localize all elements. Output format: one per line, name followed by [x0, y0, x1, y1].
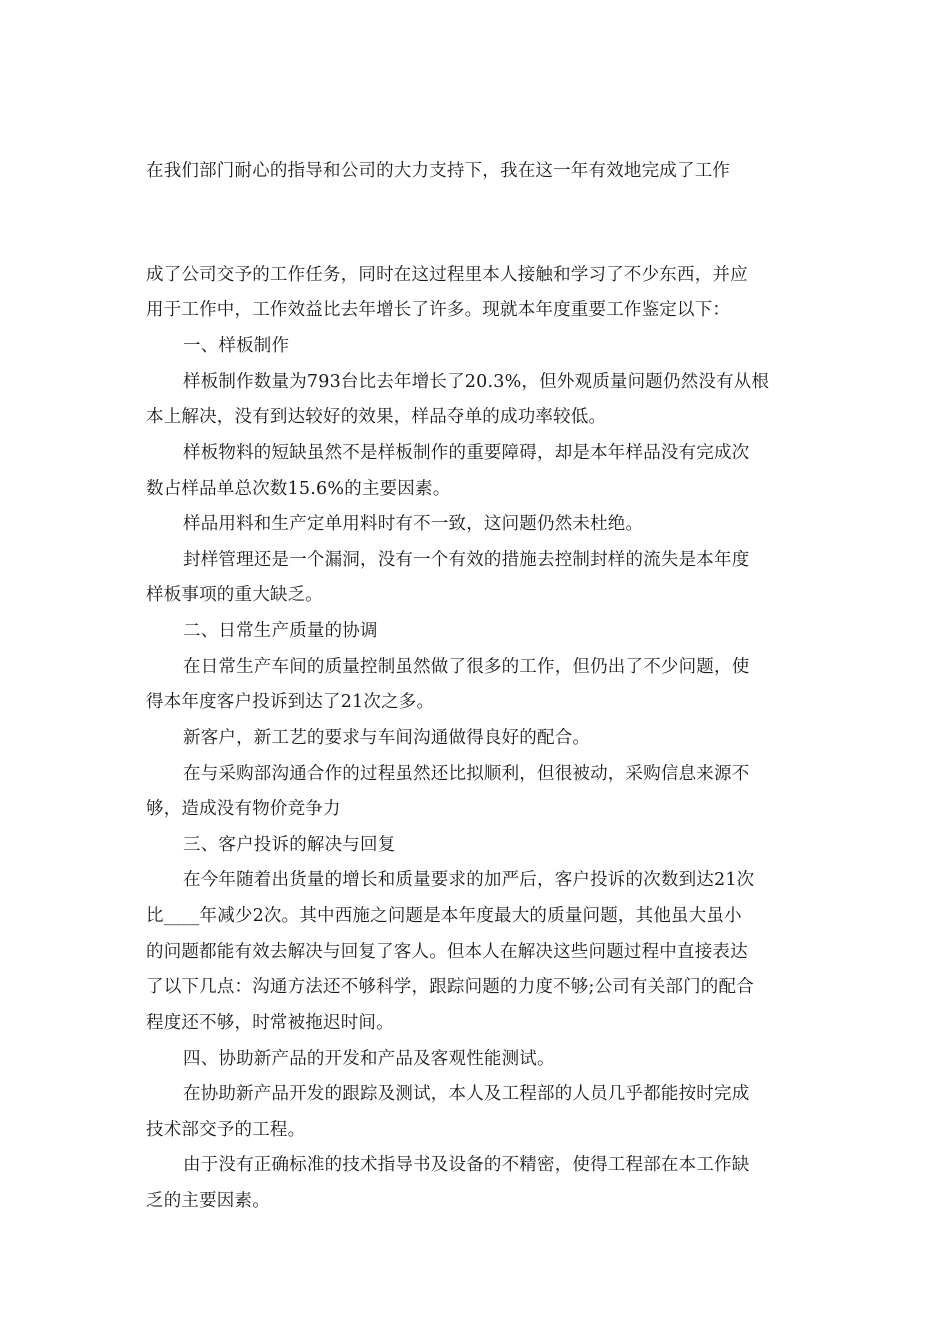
paragraph-line: 了以下几点：沟通方法还不够科学，跟踪问题的力度不够;公司有关部门的配合: [146, 977, 754, 997]
paragraph-line: 本上解决，没有到达较好的效果，样品夺单的成功率较低。: [146, 407, 607, 427]
section-heading: 四、协助新产品的开发和产品及客观性能测试。: [183, 1049, 555, 1069]
paragraph-line: 技术部交予的工程。: [146, 1120, 306, 1140]
header-line: 在我们部门耐心的指导和公司的大力支持下，我在这一年有效地完成了工作: [146, 161, 731, 181]
paragraph-line: 样板事项的重大缺乏。: [146, 585, 323, 605]
paragraph-line: 的问题都能有效去解决与回复了客人。但本人在解决这些问题过程中直接表达: [146, 942, 748, 962]
section-heading: 二、日常生产质量的协调: [183, 621, 378, 641]
paragraph-line: 比____年减少2次。其中西施之问题是本年度最大的质量问题，其他虽大虽小: [146, 906, 742, 926]
paragraph-line: 数占样品单总次数15.6%的主要因素。: [146, 479, 451, 499]
paragraph-line: 得本年度客户投诉到达了21次之多。: [146, 692, 435, 712]
paragraph-line: 样品用料和生产定单用料时有不一致，这问题仍然未杜绝。: [183, 514, 644, 534]
paragraph-line: 够，造成没有物价竞争力: [146, 799, 341, 819]
paragraph-line: 由于没有正确标准的技术指导书及设备的不精密，使得工程部在本工作缺: [183, 1155, 750, 1175]
paragraph-line: 成了公司交予的工作任务，同时在这过程里本人接触和学习了不少东西，并应: [146, 265, 748, 285]
paragraph-line: 在日常生产车间的质量控制虽然做了很多的工作，但仍出了不少问题，使: [183, 657, 750, 677]
section-heading: 三、客户投诉的解决与回复: [183, 835, 396, 855]
paragraph-line: 样板制作数量为793台比去年增长了20.3%，但外观质量问题仍然没有从根: [183, 372, 770, 392]
paragraph-line: 在协助新产品开发的跟踪及测试，本人及工程部的人员几乎都能按时完成: [183, 1084, 750, 1104]
paragraph-line: 封样管理还是一个漏洞，没有一个有效的措施去控制封样的流失是本年度: [183, 550, 750, 570]
paragraph-line: 样板物料的短缺虽然不是样板制作的重要障碍，却是本年样品没有完成次: [183, 443, 750, 463]
paragraph-line: 在今年随着出货量的增长和质量要求的加严后，客户投诉的次数到达21次: [183, 870, 755, 890]
paragraph-line: 用于工作中，工作效益比去年增长了许多。现就本年度重要工作鉴定以下：: [146, 300, 731, 320]
section-heading: 一、样板制作: [183, 336, 290, 356]
paragraph-line: 程度还不够，时常被拖迟时间。: [146, 1013, 394, 1033]
paragraph-line: 乏的主要因素。: [146, 1191, 270, 1211]
paragraph-line: 在与采购部沟通合作的过程虽然还比拟顺利，但很被动，采购信息来源不: [183, 764, 750, 784]
paragraph-line: 新客户，新工艺的要求与车间沟通做得良好的配合。: [183, 728, 591, 748]
